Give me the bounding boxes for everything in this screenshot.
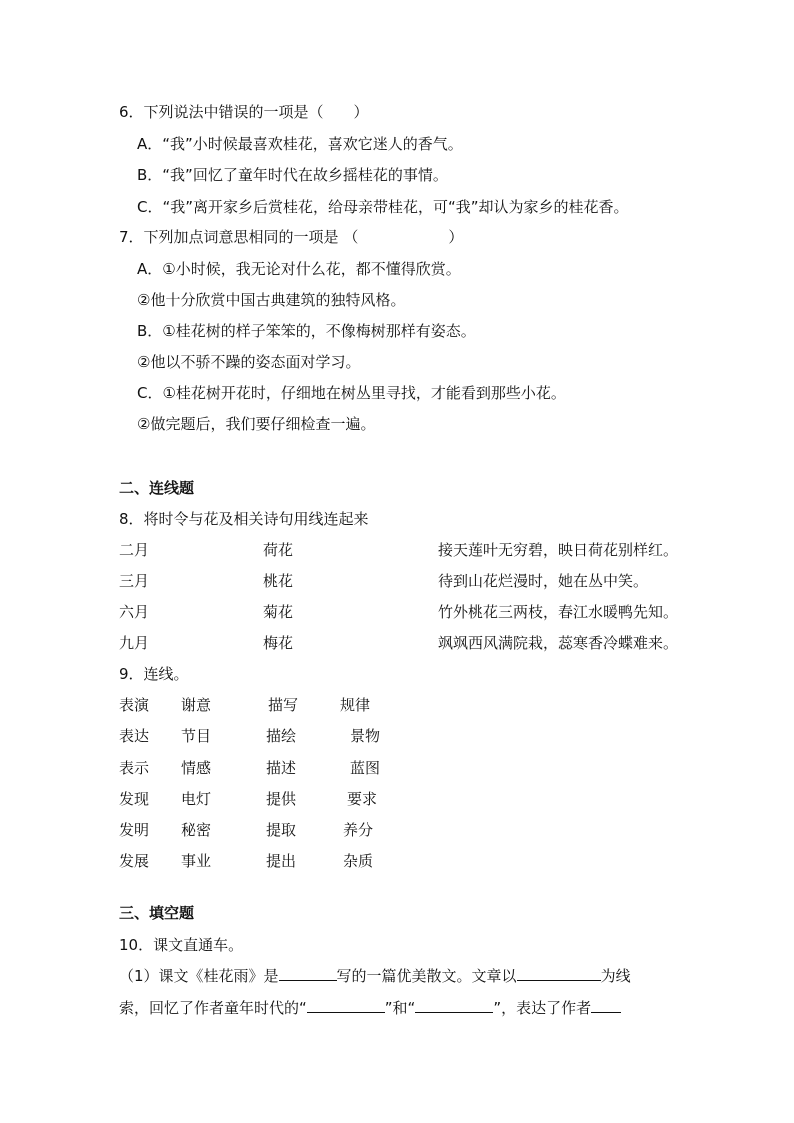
q10-paragraph-line2	[119, 998, 621, 1018]
q9-col1-word: 表演	[119, 696, 150, 714]
q9-col4-word: 景物	[350, 727, 381, 745]
q10-text: 索，回忆了作者童年时代的“	[119, 999, 307, 1017]
q9-col2-word: 谢意	[181, 696, 212, 714]
q9-col1-word: 表示	[119, 759, 150, 777]
q7-line-a1: A．①小时候，我无论对什么花，都不懂得欣赏。	[137, 260, 461, 278]
q9-col2-word: 电灯	[181, 790, 212, 808]
section2-heading: 二、连线题	[119, 479, 195, 497]
q10-text: 为线	[600, 967, 631, 985]
answer-blank[interactable]	[415, 998, 493, 1013]
q9-col1-word: 表达	[119, 727, 150, 745]
q10-question: 10．课文直通车。	[119, 936, 244, 954]
q9-question: 9．连线。	[119, 665, 189, 683]
q8-flower: 菊花	[263, 603, 294, 621]
q9-col1-word: 发展	[119, 852, 150, 870]
q9-col3-word: 提出	[266, 852, 297, 870]
q10-text: ”，表达了作者	[493, 999, 592, 1017]
q9-col4-word: 杂质	[343, 852, 374, 870]
q9-col3-word: 描述	[266, 759, 297, 777]
q9-col1-word: 发现	[119, 790, 150, 808]
q9-col4-word: 养分	[343, 821, 374, 839]
q9-col2-word: 事业	[181, 852, 212, 870]
q6-question: 6．下列说法中错误的一项是（ ）	[119, 103, 369, 121]
q9-col2-word: 节目	[181, 727, 212, 745]
answer-blank[interactable]	[307, 998, 385, 1013]
q7-question: 7．下列加点词意思相同的一项是 （ ）	[119, 228, 464, 246]
q8-flower: 荷花	[263, 541, 294, 559]
q9-col3-word: 描绘	[266, 727, 297, 745]
section3-heading: 三、填空题	[119, 904, 195, 922]
q8-month: 二月	[119, 541, 150, 559]
q6-option-a: A．“我”小时候最喜欢桂花，喜欢它迷人的香气。	[137, 135, 463, 153]
q10-text: 写的一篇优美散文。文章以	[336, 967, 517, 985]
q9-col2-word: 秘密	[181, 821, 212, 839]
q8-flower: 梅花	[263, 634, 294, 652]
q7-line-c2: ②做完题后，我们要仔细检查一遍。	[137, 415, 376, 433]
q8-poem: 飒飒西风满院栽，蕊寒香冷蝶难来。	[438, 634, 679, 652]
q9-col4-word: 蓝图	[350, 759, 381, 777]
q6-option-c: C．“我”离开家乡后赏桂花，给母亲带桂花，可“我”却认为家乡的桂花香。	[137, 198, 629, 216]
q9-col3-word: 提取	[266, 821, 297, 839]
q10-paragraph-line1	[119, 966, 631, 986]
q8-month: 三月	[119, 572, 150, 590]
q8-month: 六月	[119, 603, 150, 621]
q7-line-b1: B．①桂花树的样子笨笨的，不像梅树那样有姿态。	[137, 322, 476, 340]
q8-poem: 接天莲叶无穷碧，映日荷花别样红。	[438, 541, 679, 559]
q9-col3-word: 描写	[268, 696, 299, 714]
q9-col4-word: 要求	[347, 790, 378, 808]
q7-line-c1: C．①桂花树开花时，仔细地在树丛里寻找，才能看到那些小花。	[137, 384, 566, 402]
q8-month: 九月	[119, 634, 150, 652]
q10-text: （1）课文《桂花雨》是	[119, 967, 279, 985]
q6-option-b: B．“我”回忆了童年时代在故乡摇桂花的事情。	[137, 166, 448, 184]
q8-flower: 桃花	[263, 572, 294, 590]
q8-poem: 竹外桃花三两枝，春江水暖鸭先知。	[438, 603, 679, 621]
q9-col2-word: 情感	[181, 759, 212, 777]
q8-question: 8．将时令与花及相关诗句用线连起来	[119, 510, 369, 528]
q7-line-a2: ②他十分欣赏中国古典建筑的独特风格。	[137, 291, 406, 309]
q9-col3-word: 提供	[266, 790, 297, 808]
answer-blank[interactable]	[517, 966, 601, 981]
answer-blank[interactable]	[591, 998, 621, 1013]
answer-blank[interactable]	[279, 966, 337, 981]
q9-col4-word: 规律	[340, 696, 371, 714]
q7-line-b2: ②他以不骄不躁的姿态面对学习。	[137, 353, 361, 371]
q8-poem: 待到山花烂漫时，她在丛中笑。	[438, 572, 649, 590]
q10-text: ”和“	[384, 999, 416, 1017]
q9-col1-word: 发明	[119, 821, 150, 839]
